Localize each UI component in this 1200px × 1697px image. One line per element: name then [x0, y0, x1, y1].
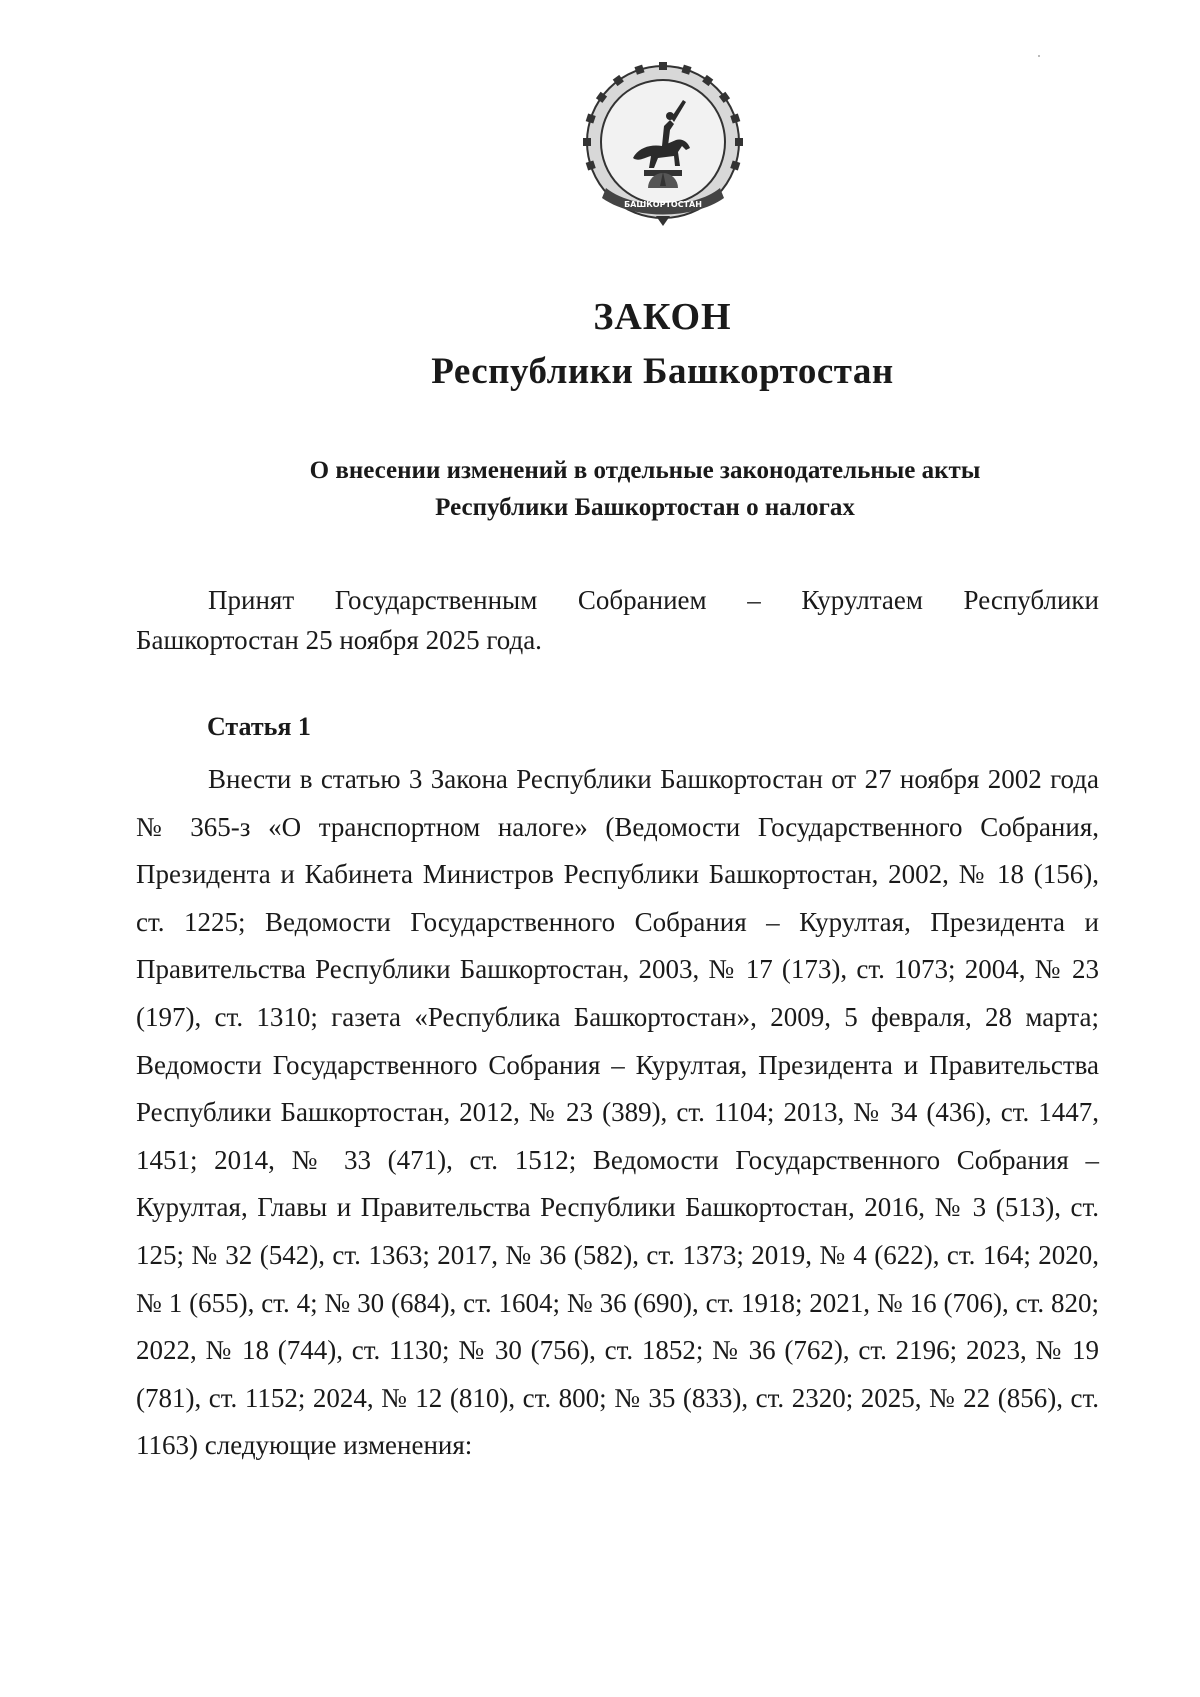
law-subject: [260, 452, 1030, 526]
adoption-statement: Принят Государственным Собранием – Курултаем Республики Башкортостан 25 ноября 2025 года.: [136, 585, 1099, 655]
law-title: ЗАКОН: [593, 296, 732, 338]
law-subject-line-1: О внесении изменений в отдельные законодательные акты: [309, 457, 981, 484]
scan-speck: [1038, 55, 1040, 57]
article-1-text: Внести в статью 3 Закона Республики Башкортостан от 27 ноября 2002 года № 365-з «О транспортном налоге» (Ведомости Государственного Собрания, Президента и Кабинета Министров Республики Башкортостан, 2002, № 18 (156), ст. 1225; Ведомости Государственного Собрания – Курултая, Президента и Правительства Республики Башкортостан, 2003, № 17 (173), ст. 1073; 2004, № 23 (197), ст. 1310; газета «Республика Башкортостан», 2009, 5 февраля, 28 марта; Ведомости Государственного Собрания – Курултая, Президента и Правительства Республики Башкортостан, 2012, № 23 (389), ст. 1104; 2013, № 34 (436), ст. 1447, 1451; 2014, № 33 (471), ст. 1512; Ведомости Государственного Собрания – Курултая, Главы и Правительства Республики Башкортостан, 2016, № 3 (513), ст. 125; № 32 (542), ст. 1363; 2017, № 36 (582), ст. 1373; 2019, № 4 (622), ст. 164; 2020, № 1 (655), ст. 4; № 30 (684), ст. 1604; № 36 (690), ст. 1918; 2021, № 16 (706), ст. 820; 2022, № 18 (744), ст. 1130; № 30 (756), ст. 1852; № 36 (762), ст. 2196; 2023, № 19 (781), ст. 1152; 2024, № 12 (810), ст. 800; № 35 (833), ст. 2320; 2025, № 22 (856), ст. 1163) следующие изменения:: [136, 764, 1099, 1461]
emblem-bottom-point: [656, 216, 670, 226]
coat-of-arms-emblem: [578, 60, 748, 230]
article-1-heading: Статья 1: [207, 712, 311, 741]
law-subject-line-2: Республики Башкортостан о налогах: [435, 494, 855, 521]
emblem-banner-text: БАШКОРТОСТАН: [624, 200, 702, 209]
law-subtitle: Республики Башкортостан: [431, 351, 894, 392]
